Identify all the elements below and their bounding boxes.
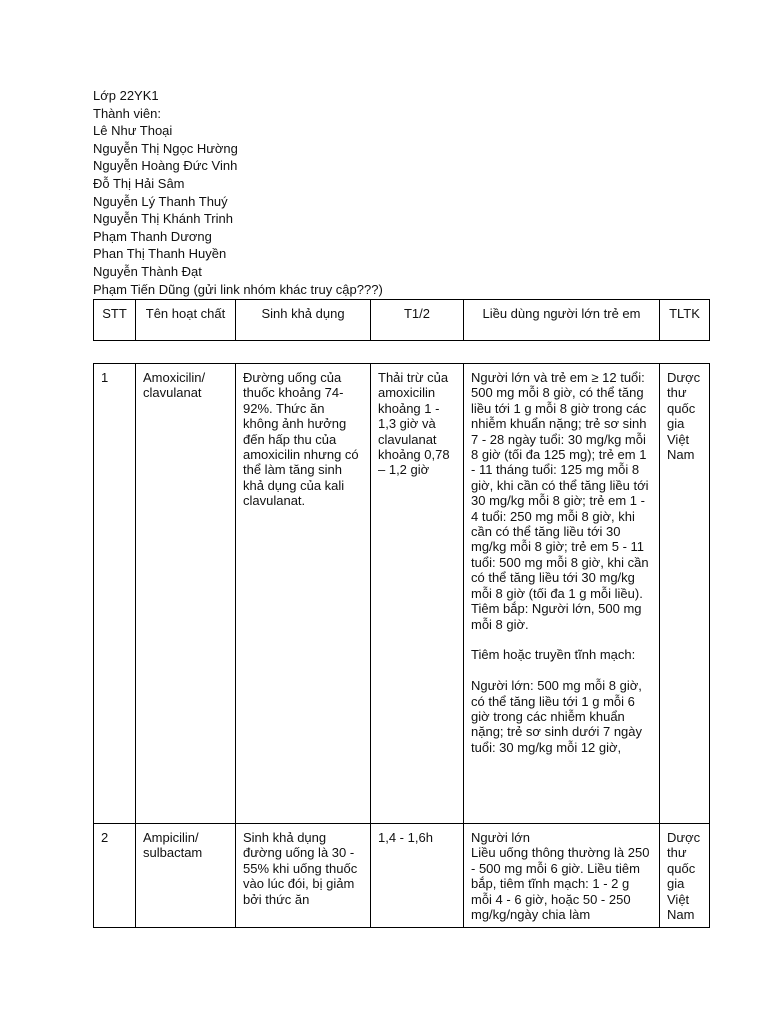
row-dosage: Người lớn và trẻ em ≥ 12 tuổi: 500 mg mỗi 8 giờ, có thể tăng liều tới 1 g mỗi 8 giờ trong các nhiễm khuẩn nặng; trẻ sơ sinh 7 - 28 ngày tuổi: 30 mg/kg mỗi 8 giờ (tối đa 125 mg); trẻ em 1 - 11 tháng tuổi: 125 mg mỗi 8 giờ, khi cần có thể tăng liều tới 30 mg/kg mỗi 8 giờ; trẻ em 1 - 4 tuổi: 250 mg mỗi 8 giờ, khi cần có thể tăng liều tới 30 mg/kg mỗi 8 giờ; trẻ em 5 - 11 tuổi: 500 mg mỗi 8 giờ, khi cần có thể tăng liều tới 30 mg/kg mỗi 8 giờ (tối đa 1 g mỗi liều). Tiêm bắp: Người lớn, 500 mg mỗi 8 giờ. Tiêm hoặc truyền tĩnh mạch: Người lớn: 500 mg mỗi 8 giờ, có thể tăng liều tới 1 g mỗi 6 giờ trong các nhiễm khuẩn nặng; trẻ sơ sinh dưới 7 ngày tuổi: 30 mg/kg mỗi 12 giờ, [464,364,660,824]
member-name: Phan Thị Thanh Huyền [93,246,227,262]
member-name: Đỗ Thị Hải Sâm [93,175,185,191]
members-heading: Thành viên: [93,105,161,121]
row-half-life: Thải trừ của amoxicilin khoảng 1 - 1,3 giờ và clavulanat khoảng 0,78 – 1,2 giờ [371,364,464,824]
drug-table [93,363,710,928]
row-half-life: 1,4 - 1,6h [371,824,464,928]
row-reference: Dược thư quốc gia Việt Nam [660,364,710,824]
member-name: Phạm Thanh Dương [93,228,212,244]
row-reference: Dược thư quốc gia Việt Nam [660,824,710,928]
header-row [94,300,710,341]
member-name: Nguyễn Hoàng Đức Vinh [93,158,238,174]
column-header-half-life: T1/2 [371,300,464,341]
member-name: Phạm Tiến Dũng (gửi link nhóm khác truy cập???) [93,281,383,297]
row-bioavailability: Đường uống của thuốc khoảng 74-92%. Thức ăn không ảnh hưởng đến hấp thu của amoxicilin nhưng có thể làm tăng sinh khả dụng của kali clavulanat. [236,364,371,824]
column-header-reference: TLTK [660,300,710,341]
column-header-dosage: Liều dùng người lớn trẻ em [464,300,660,341]
row-stt: 1 [94,364,136,824]
member-name: Nguyễn Lý Thanh Thuý [93,193,228,209]
row-bioavailability: Sinh khả dụng đường uống là 30 - 55% khi uống thuốc vào lúc đói, bị giảm bởi thức ăn [236,824,371,928]
row-dosage: Người lớn Liều uống thông thường là 250 - 500 mg mỗi 6 giờ. Liều tiêm bắp, tiêm tĩnh mạch: 1 - 2 g mỗi 4 - 6 giờ, hoặc 50 - 250 mg/kg/ngày chia làm [464,824,660,928]
row-active-ingredient: Amoxicilin/ clavulanat [136,364,236,824]
member-name: Nguyễn Thành Đạt [93,263,202,279]
column-header-bioavailability: Sinh khả dụng [236,300,371,341]
member-name: Lê Như Thoại [93,123,173,139]
class-name: Lớp 22YK1 [93,88,159,103]
column-header-active-ingredient: Tên hoạt chất [136,300,236,341]
table-row [94,364,710,824]
row-active-ingredient: Ampicilin/ sulbactam [136,824,236,928]
member-name: Nguyễn Thị Khánh Trinh [93,211,233,227]
table-header [93,299,710,341]
column-header-stt: STT [94,300,136,341]
member-name: Nguyễn Thị Ngọc Hường [93,140,238,156]
table-row [94,824,710,928]
row-stt: 2 [94,824,136,928]
member-list [93,87,383,298]
